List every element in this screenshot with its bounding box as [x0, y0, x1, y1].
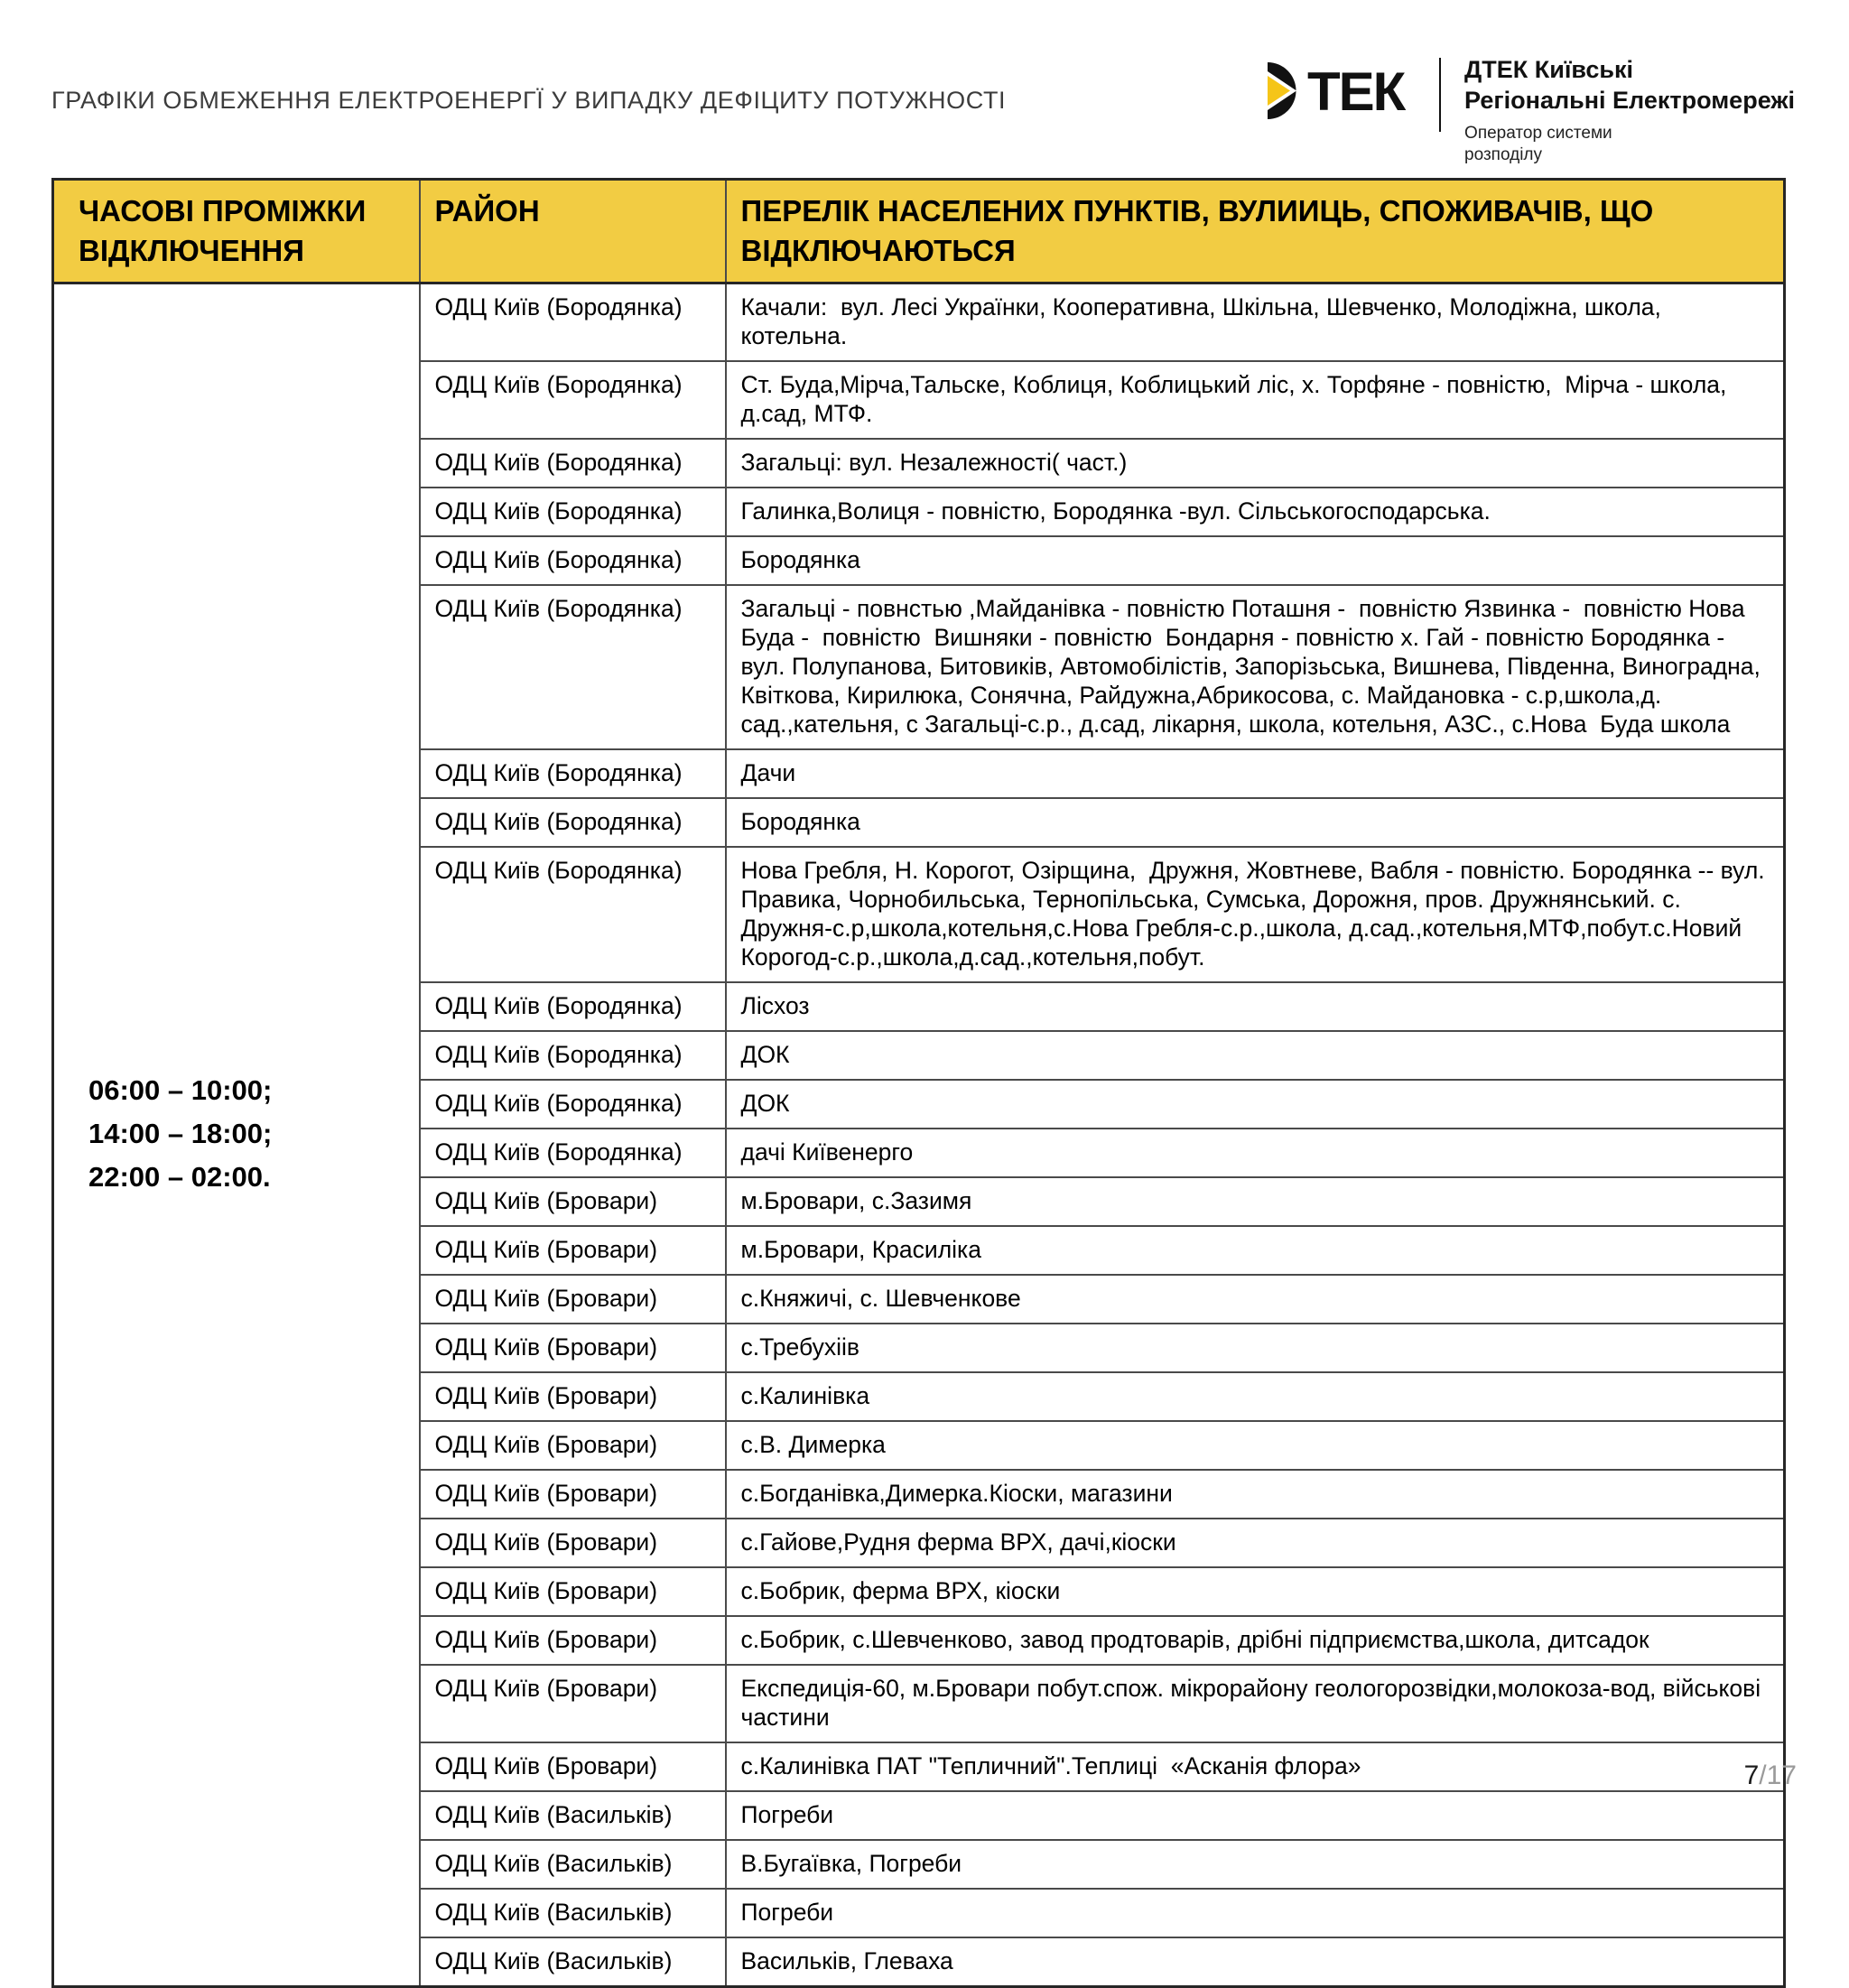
district-cell: ОДЦ Київ (Бровари) [420, 1567, 726, 1616]
consumers-cell: м.Бровари, Красиліка [726, 1226, 1785, 1275]
district-cell: ОДЦ Київ (Бородянка) [420, 488, 726, 536]
dtek-logo-icon [1255, 60, 1416, 121]
district-cell: ОДЦ Київ (Бородянка) [420, 1031, 726, 1080]
consumers-cell: Лісхоз [726, 982, 1785, 1031]
time-slot: 22:00 – 02:00. [88, 1161, 271, 1193]
district-cell: ОДЦ Київ (Васильків) [420, 1889, 726, 1937]
consumers-cell: Експедиція-60, м.Бровари побут.спож. мікрорайону геологорозвідки,молокоза-вод, військові частини [726, 1665, 1785, 1742]
district-cell: ОДЦ Київ (Бородянка) [420, 283, 726, 362]
consumers-cell: Погреби [726, 1791, 1785, 1840]
page-number-total: /17 [1759, 1760, 1797, 1790]
consumers-cell: Нова Гребля, Н. Корогот, Озірщина, Дружня, Жовтневе, Вабля - повністю. Бородянка -- вул. Правика, Чорнобильська, Тернопільська, Сумська, Дорожня, пров. Дружнянський. с. Дружня-с.р,школа,котельня,с.Нова Гребля-с.р.,школа, д.сад.,котельня,МТФ,побут.с.Новий Корогод-с.р.,школа,д.сад.,котельня,побут. [726, 847, 1785, 982]
district-cell: ОДЦ Київ (Бородянка) [420, 1080, 726, 1129]
brand-subtitle [1464, 123, 1795, 166]
schedule-table-wrap [51, 178, 1783, 1988]
consumers-cell: м.Бровари, с.Зазимя [726, 1177, 1785, 1226]
district-cell: ОДЦ Київ (Васильків) [420, 1840, 726, 1889]
consumers-cell: ДОК [726, 1080, 1785, 1129]
consumers-cell: Загальці: вул. Незалежності( част.) [726, 439, 1785, 488]
brand-divider [1439, 58, 1441, 132]
consumers-cell: В.Бугаївка, Погреби [726, 1840, 1785, 1889]
consumers-cell: Галинка,Волиця - повністю, Бородянка -вул. Сільськогосподарська. [726, 488, 1785, 536]
district-cell: ОДЦ Київ (Бородянка) [420, 439, 726, 488]
consumers-cell: с.Бобрик, с.Шевченково, завод продтоварів, дрібні підприємства,школа, дитсадок [726, 1616, 1785, 1665]
page-number [1744, 1760, 1797, 1791]
district-cell: ОДЦ Київ (Бровари) [420, 1519, 726, 1567]
brand-block [1255, 54, 1795, 166]
time-slot: 06:00 – 10:00; [88, 1074, 273, 1106]
district-cell: ОДЦ Київ (Бородянка) [420, 361, 726, 439]
district-cell: ОДЦ Київ (Бородянка) [420, 982, 726, 1031]
brand-sub-line1: Оператор системи [1464, 124, 1612, 143]
table-header-time: ЧАСОВІ ПРОМІЖКИ ВІДКЛЮЧЕННЯ [53, 180, 420, 283]
district-cell: ОДЦ Київ (Бровари) [420, 1177, 726, 1226]
consumers-cell: с.Бобрик, ферма ВРХ, кіоски [726, 1567, 1785, 1616]
district-cell: ОДЦ Київ (Васильків) [420, 1937, 726, 1987]
consumers-cell: Ст. Буда,Мірча,Тальске, Коблиця, Коблицький ліс, х. Торфяне - повністю, Мірча - школа, д.сад, МТФ. [726, 361, 1785, 439]
consumers-cell: с.Требухіів [726, 1324, 1785, 1372]
consumers-cell: ДОК [726, 1031, 1785, 1080]
page-title: ГРАФІКИ ОБМЕЖЕННЯ ЕЛЕКТРОЕНЕРГЇ У ВИПАДКУ ДЕФІЦИТУ ПОТУЖНОСТІ [51, 87, 1007, 114]
consumers-cell: Бородянка [726, 536, 1785, 585]
district-cell: ОДЦ Київ (Васильків) [420, 1791, 726, 1840]
district-cell: ОДЦ Київ (Бровари) [420, 1421, 726, 1470]
district-cell: ОДЦ Київ (Бородянка) [420, 1129, 726, 1177]
district-cell: ОДЦ Київ (Бородянка) [420, 585, 726, 749]
consumers-cell: Дачи [726, 749, 1785, 798]
brand-name-line1: ДТЕК Київські [1464, 56, 1633, 83]
district-cell: ОДЦ Київ (Бородянка) [420, 536, 726, 585]
consumers-cell: Васильків, Глеваха [726, 1937, 1785, 1987]
consumers-cell: с.Калинівка ПАТ "Тепличний".Теплиці «Асканія флора» [726, 1742, 1785, 1791]
district-cell: ОДЦ Київ (Бородянка) [420, 798, 726, 847]
consumers-cell: с.Княжичі, с. Шевченкове [726, 1275, 1785, 1324]
consumers-cell: с.Богданівка,Димерка.Кіоски, магазини [726, 1470, 1785, 1519]
consumers-cell: Загальці - повнстью ,Майданівка - повністю Поташня - повністю Язвинка - повністю Нова Буда - повністю Вишняки - повністю Бондарня - повністю х. Гай - повністю Бородянка - вул. Полупанова, Битовиків, Автомобілістів, Запорізьська, Вишнева, Південна, Виноградна, Квіткова, Кирилюка, Сонячна, Райдужна,Абрикосова, с. Майдановка - с.р,школа,д. сад.,кательня, с Загальці-с.р., д.сад, лікарня, школа, котельня, АЗС., с.Нова Буда школа [726, 585, 1785, 749]
district-cell: ОДЦ Київ (Бровари) [420, 1665, 726, 1742]
district-cell: ОДЦ Київ (Бровари) [420, 1324, 726, 1372]
table-header-consumers: ПЕРЕЛІК НАСЕЛЕНИХ ПУНКТІВ, ВУЛИИЦЬ, СПОЖИВАЧІВ, ЩО ВІДКЛЮЧАЮТЬСЯ [726, 180, 1785, 283]
consumers-cell: с.Калинівка [726, 1372, 1785, 1421]
time-slots-cell [53, 283, 420, 1987]
table-header-district: РАЙОН [420, 180, 726, 283]
district-cell: ОДЦ Київ (Бровари) [420, 1372, 726, 1421]
consumers-cell: Бородянка [726, 798, 1785, 847]
district-cell: ОДЦ Київ (Бровари) [420, 1742, 726, 1791]
district-cell: ОДЦ Київ (Бровари) [420, 1616, 726, 1665]
page-number-current: 7 [1743, 1760, 1760, 1790]
table-body [53, 283, 1785, 1987]
consumers-cell: Погреби [726, 1889, 1785, 1937]
brand-sub-line2: розподілу [1464, 145, 1543, 164]
brand-name-line2: Регіональні Електромережі [1464, 87, 1795, 114]
table-row [53, 283, 1785, 362]
district-cell: ОДЦ Київ (Бородянка) [420, 749, 726, 798]
district-cell: ОДЦ Київ (Бородянка) [420, 847, 726, 982]
schedule-table [51, 178, 1786, 1988]
district-cell: ОДЦ Київ (Бровари) [420, 1470, 726, 1519]
consumers-cell: Качали: вул. Лесі Українки, Кооперативна, Шкільна, Шевченко, Молодіжна, школа, котельна. [726, 283, 1785, 362]
district-cell: ОДЦ Київ (Бровари) [420, 1275, 726, 1324]
time-slot: 14:00 – 18:00; [88, 1118, 273, 1149]
consumers-cell: с.В. Димерка [726, 1421, 1785, 1470]
district-cell: ОДЦ Київ (Бровари) [420, 1226, 726, 1275]
table-header-row [53, 180, 1785, 283]
consumers-cell: дачі Київенерго [726, 1129, 1785, 1177]
brand-text [1464, 54, 1795, 166]
svg-text:ТЕК: ТЕК [1307, 61, 1405, 122]
consumers-cell: с.Гайове,Рудня ферма ВРХ, дачі,кіоски [726, 1519, 1785, 1567]
